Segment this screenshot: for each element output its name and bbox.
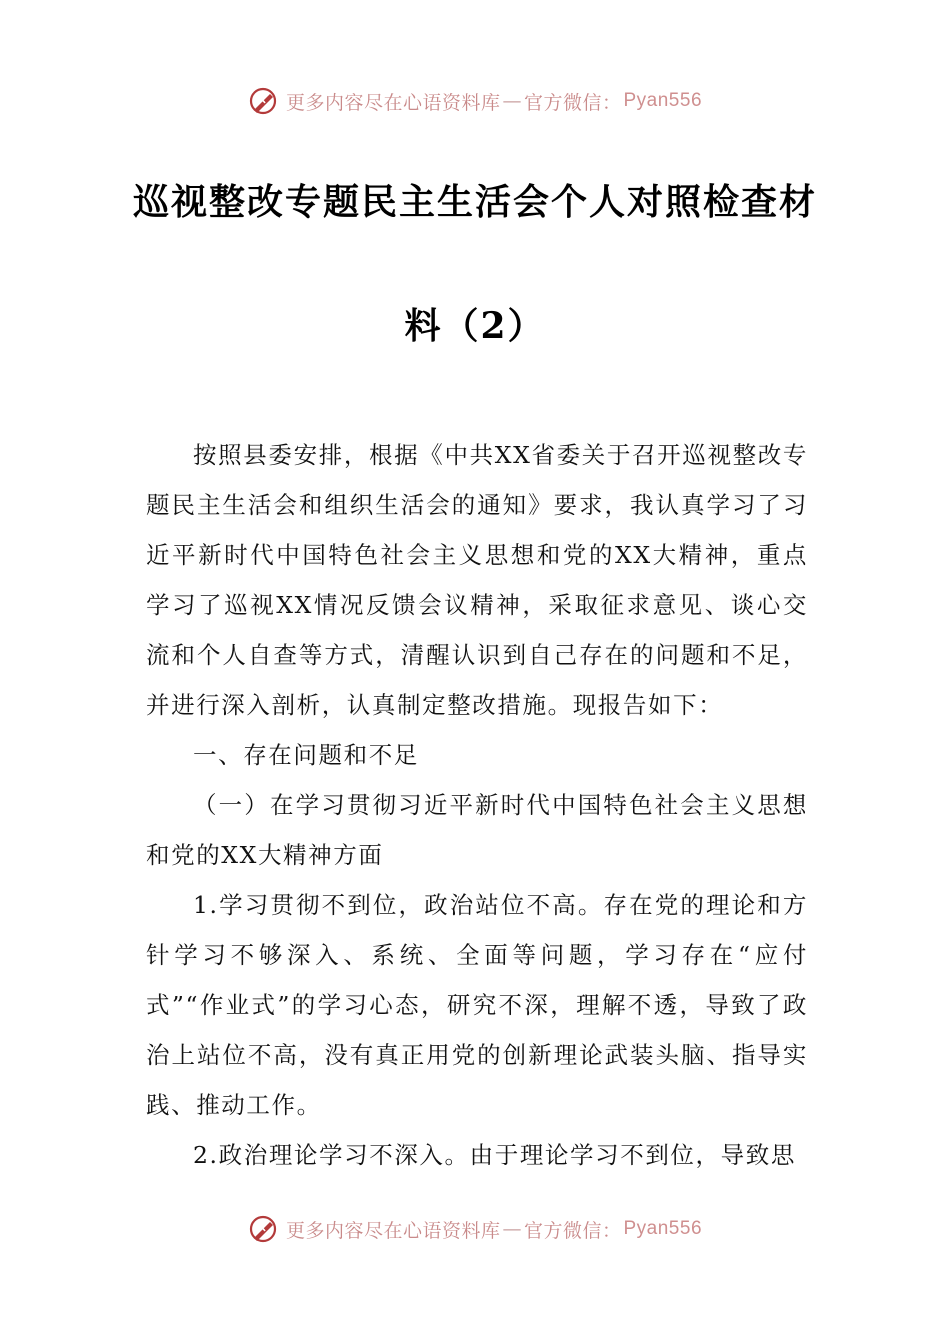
document-title-line1: 巡视整改专题民主生活会个人对照检查材 [132,181,817,223]
pen-logo-icon [248,86,278,116]
watermark-text: 更多内容尽在心语资料库 [285,1219,501,1242]
section-heading: 一、存在问题和不足 [193,741,419,769]
watermark-separator: — [502,90,522,112]
watermark-separator: — [502,1218,522,1240]
watermark-label: 官方微信： [523,1219,622,1242]
intro-paragraph: 按照县委安排，根据《中共XX省委关于召开巡视整改专题民主生活会和组织生活会的通知》要求，我认真学习了习近平新时代中国特色社会主义思想和党的XX大精神，重点学习了巡视XX情况反馈会议精神，采取征求意见、谈心交流和个人自查等方式，清醒认识到自己存在的问题和不足，并进行深入剖析，认真制定整改措施。现报告如下： [146,441,808,719]
watermark-id: Pyan556 [623,90,703,111]
watermark-header [0,86,950,116]
watermark-id: Pyan556 [623,1218,703,1239]
item-paragraph-1: 1.学习贯彻不到位，政治站位不高。存在党的理论和方针学习不够深入、系统、全面等问题，学习存在“应付式”“作业式”的学习心态，研究不深，理解不透，导致了政治上站位不高，没有真正用党的创新理论武装头脑、指导实践、推动工作。 [146,891,808,1119]
subsection-heading: （一）在学习贯彻习近平新时代中国特色社会主义思想和党的XX大精神方面 [146,791,808,869]
pen-logo-icon [248,1214,278,1244]
document-title-line2: 料（2） [404,305,546,347]
watermark-text: 更多内容尽在心语资料库 [285,91,501,114]
watermark-label: 官方微信： [523,91,622,114]
watermark-footer [0,1214,950,1244]
item-paragraph-2: 2.政治理论学习不深入。由于理论学习不到位，导致思 [193,1141,796,1169]
